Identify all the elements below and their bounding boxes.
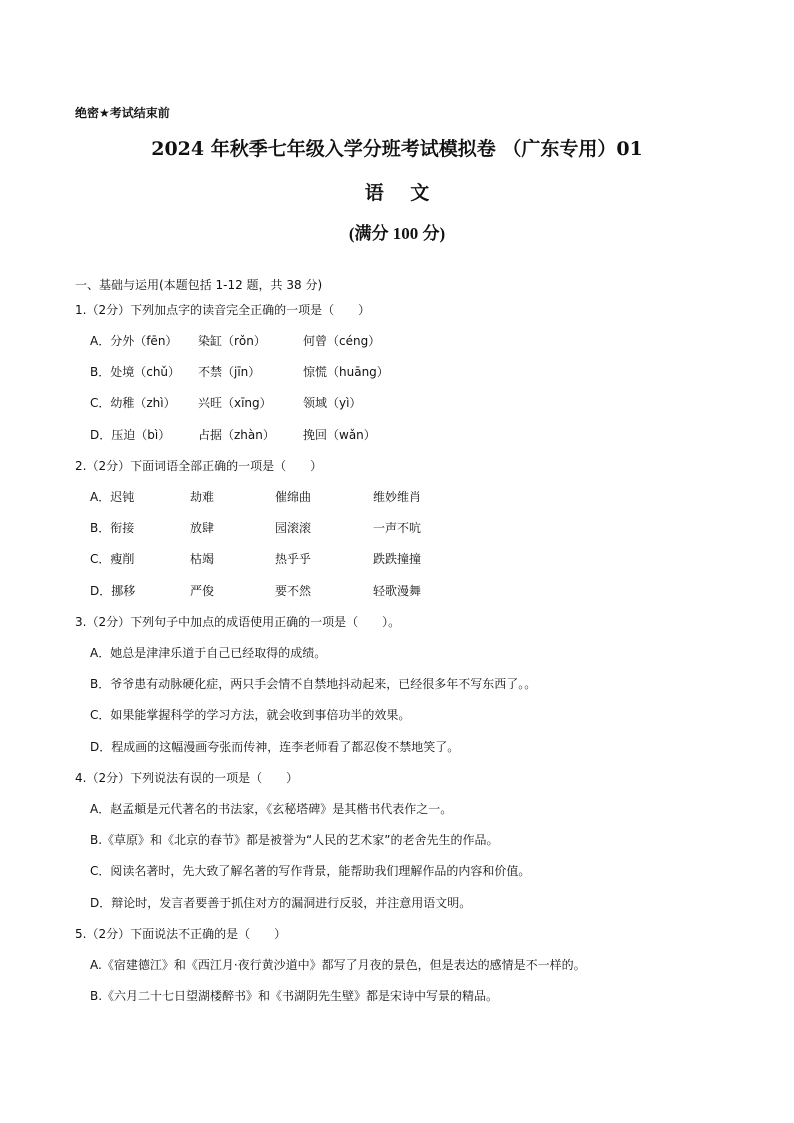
- q2-d-word-1: D．挪移: [90, 584, 136, 598]
- q2-d-word-3: 要不然: [275, 584, 312, 598]
- q5-option-b: B.《六月二十七日望湖楼醉书》和《书湖阴先生壁》都是宋诗中写景的精品。: [90, 989, 499, 1003]
- full-score: (满分 100 分): [348, 224, 446, 243]
- q3-option-d: D．程成画的这幅漫画夸张而传神，连李老师看了都忍俊不禁地笑了。: [90, 740, 460, 754]
- q2-d-word-2: 严俊: [190, 584, 215, 598]
- question-2-stem: 2.（2分）下面词语全部正确的一项是（ ）: [75, 459, 323, 473]
- q2-a-word-3: 催绵曲: [275, 490, 312, 504]
- q3-option-b: B．爷爷患有动脉硬化症，两只手会情不自禁地抖动起来，已经很多年不写东西了。。: [90, 677, 537, 691]
- question-3-stem: 3.（2分）下列句子中加点的成语使用正确的一项是（ ）。: [75, 615, 401, 629]
- q2-b-word-3: 园滚滚: [275, 521, 312, 535]
- q1-b-word-3: 惊慌（huāng）: [303, 365, 389, 379]
- q2-a-word-1: A．迟钝: [90, 490, 135, 504]
- q5-option-a: A.《宿建德江》和《西江月·夜行黄沙道中》都写了月夜的景色，但是表达的感情是不一样的。: [90, 958, 586, 972]
- q2-c-word-1: C．瘦削: [90, 552, 135, 566]
- q2-b-word-1: B．衔接: [90, 521, 135, 535]
- page-title: 2024 年秋季七年级入学分班考试模拟卷 （广东专用）01: [151, 138, 643, 160]
- q3-option-a: A．她总是津津乐道于自己已经取得的成绩。: [90, 646, 327, 660]
- subject-title: 语 文: [364, 182, 440, 204]
- q2-b-word-4: 一声不吭: [373, 521, 422, 535]
- q1-b-word-1: B．处境（chǔ）: [90, 365, 181, 379]
- question-4-stem: 4.（2分）下列说法有误的一项是（ ）: [75, 771, 299, 785]
- question-1-stem: 1.（2分）下列加点字的读音完全正确的一项是（ ）: [75, 303, 371, 317]
- q2-b-word-2: 放肆: [190, 521, 215, 535]
- q2-d-word-4: 轻歌漫舞: [373, 584, 422, 598]
- q1-d-word-2: 占据（zhàn）: [198, 428, 275, 442]
- q1-a-word-1: A．分外（fēn）: [90, 334, 178, 348]
- q2-c-word-4: 跌跌撞撞: [373, 552, 422, 566]
- secret-mark: 绝密★考试结束前: [75, 106, 170, 120]
- q4-option-a: A．赵孟頫是元代著名的书法家，《玄秘塔碑》是其楷书代表作之一。: [90, 802, 453, 816]
- q1-c-word-3: 领域（yì）: [303, 396, 362, 410]
- q4-option-d: D．辩论时，发言者要善于抓住对方的漏洞进行反驳，并注意用语文明。: [90, 896, 472, 910]
- q3-option-c: C．如果能掌握科学的学习方法，就会收到事倍功半的效果。: [90, 708, 411, 722]
- q4-option-b: B.《草原》和《北京的春节》都是被誉为“人民的艺术家”的老舍先生的作品。: [90, 833, 499, 847]
- q1-a-word-2: 染缸（rǒn）: [198, 334, 266, 348]
- q1-c-word-2: 兴旺（xīng）: [198, 396, 272, 410]
- question-5-stem: 5.（2分）下面说法不正确的是（ ）: [75, 927, 287, 941]
- section-heading: 一、基础与运用(本题包括 1-12 题，共 38 分): [75, 278, 323, 292]
- q1-d-word-1: D．压迫（bì）: [90, 428, 171, 442]
- q1-b-word-2: 不禁（jīn）: [198, 365, 261, 379]
- q1-a-word-3: 何曾（céng）: [303, 334, 381, 348]
- q2-c-word-2: 枯竭: [190, 552, 215, 566]
- q1-c-word-1: C．幼稚（zhì）: [90, 396, 176, 410]
- q2-c-word-3: 热乎乎: [275, 552, 312, 566]
- q2-a-word-4: 维妙维肖: [373, 490, 422, 504]
- q4-option-c: C．阅读名著时，先大致了解名著的写作背景，能帮助我们理解作品的内容和价值。: [90, 864, 531, 878]
- q1-d-word-3: 挽回（wǎn）: [303, 428, 376, 442]
- q2-a-word-2: 劫难: [190, 490, 215, 504]
